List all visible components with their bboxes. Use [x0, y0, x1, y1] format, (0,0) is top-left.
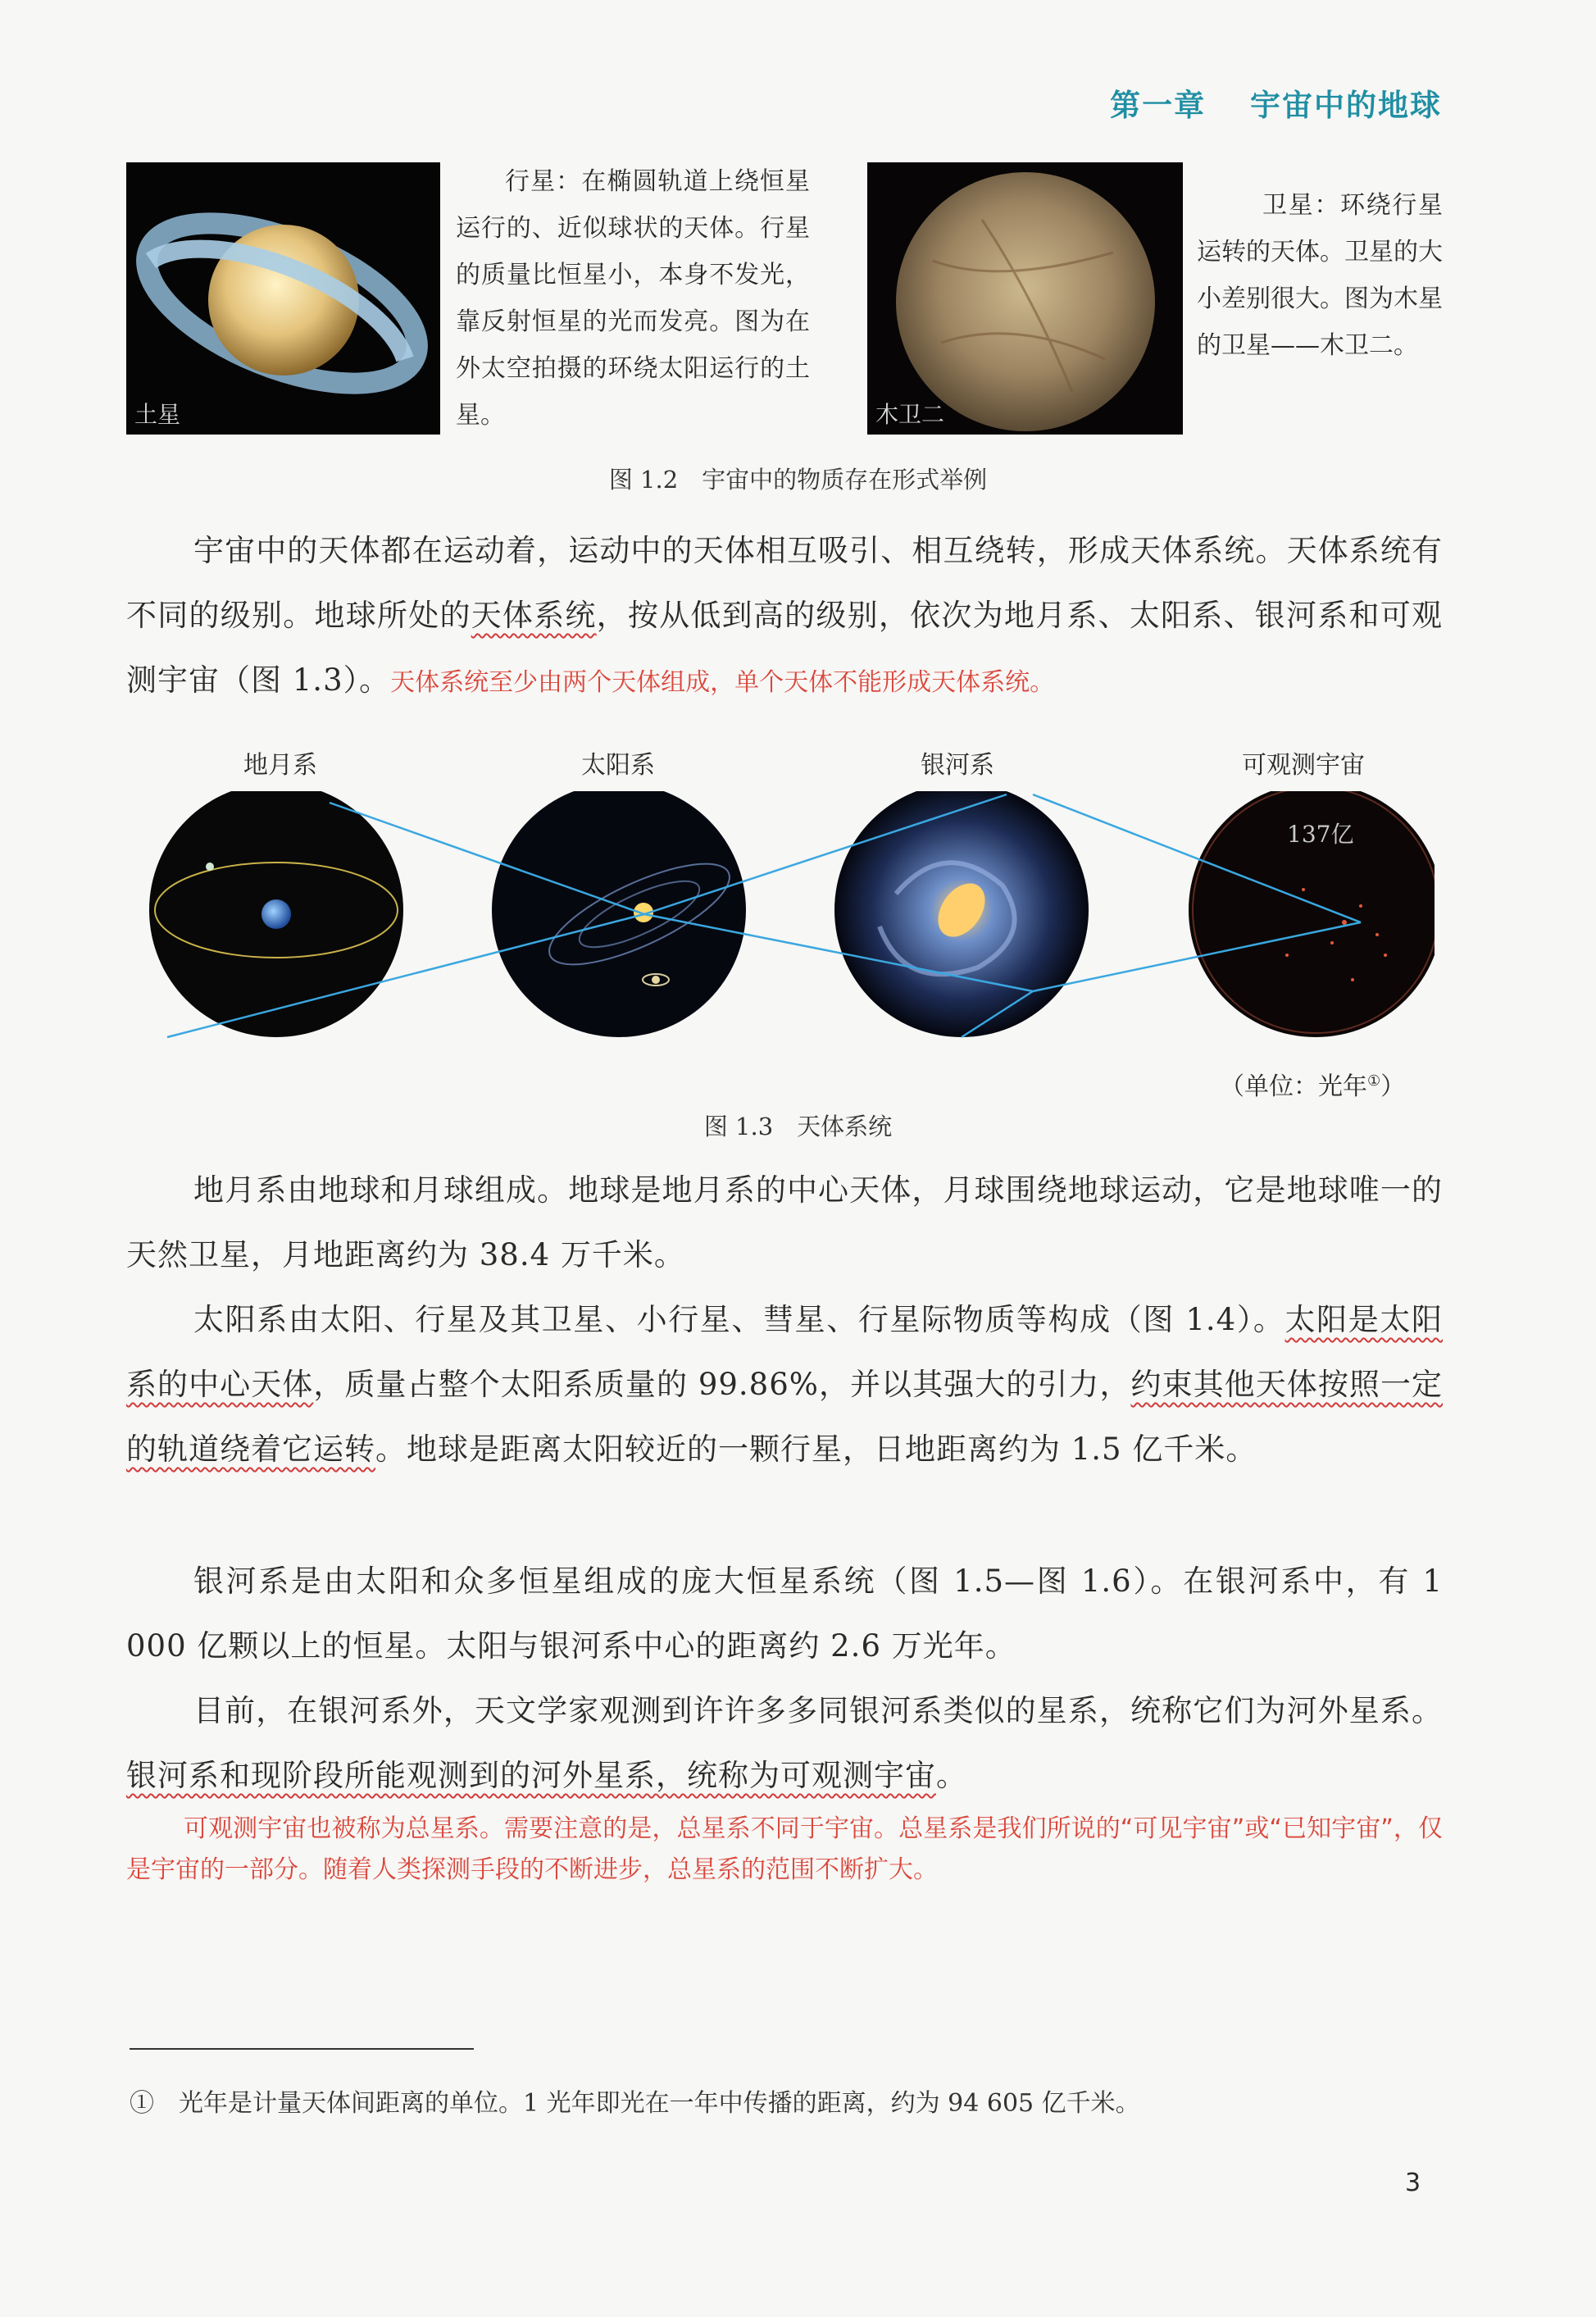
- footnote-text: 光年是计量天体间距离的单位。1 光年即光在一年中传播的距离，约为 94 605 亿千米。: [179, 2089, 1140, 2118]
- paragraph-1: 宇宙中的天体都在运动着，运动中的天体相互吸引、相互绕转，形成天体系统。天体系统有不同的级别。地球所处的天体系统，按从低到高的级别，依次为地月系、太阳系、银河系和可观测宇宙（图 1.3）。天体系统至少由两个天体组成，单个天体不能形成天体系统。: [126, 533, 1444, 698]
- milky-way-sphere: [834, 791, 1089, 1037]
- figure-1-2-caption: 图 1.2 宇宙中的物质存在形式举例: [608, 466, 988, 494]
- observable-universe-sphere: [1189, 791, 1435, 1037]
- chapter-title: 宇宙中的地球: [1250, 88, 1442, 123]
- underlined-phrase-1: 太阳是太阳系的中心天体: [126, 1302, 1443, 1402]
- earth-moon-sphere: [149, 791, 403, 1037]
- saturn-photo: [126, 162, 440, 435]
- europa-label: 木卫二: [875, 401, 945, 428]
- unit-note: （单位：光年①）: [1220, 1072, 1406, 1101]
- chapter-number: 第一章: [1110, 88, 1207, 123]
- paragraph-4: 银河系是由太阳和众多恒星组成的庞大恒星系统（图 1.5—图 1.6）。在银河系中，有 1 000 亿颗以上的恒星。太阳与银河系中心的距离约 2.6 万光年。: [126, 1564, 1443, 1664]
- planet-description: 行星：在椭圆轨道上绕恒星运行的、近似球状的天体。行星的质量比恒星小，本身不发光，靠反射恒星的光而发亮。图为在外太空拍摄的环绕太阳运行的土星。: [456, 167, 810, 430]
- page-number: 3: [1405, 2169, 1421, 2197]
- milky-way-label: 银河系: [921, 751, 994, 780]
- annotation-2: 可观测宇宙也被称为总星系。需要注意的是，总星系不同于宇宙。总星系是我们所说的“可见宇宙”或“已知宇宙”，仅是宇宙的一部分。随着人类探测手段的不断进步，总星系的范围不断扩大。: [126, 1814, 1443, 1884]
- footnote: [130, 2083, 1140, 2119]
- observable-universe-label: 可观测宇宙: [1242, 751, 1365, 780]
- annotation-1: 天体系统至少由两个天体组成，单个天体不能形成天体系统。: [390, 668, 1055, 697]
- paragraph-2: 地月系由地球和月球组成。地球是地月系的中心天体，月球围绕地球运动，它是地球唯一的天然卫星，月地距离约为 38.4 万千米。: [126, 1172, 1443, 1272]
- figure-1-3-caption: 图 1.3 天体系统: [703, 1113, 893, 1140]
- underlined-phrase-2: 约束其他天体按照一定的轨道绕着它运转: [126, 1367, 1444, 1467]
- solar-system-label: 太阳系: [581, 751, 655, 780]
- solar-system-sphere: [492, 791, 746, 1037]
- saturn-label: 土星: [134, 401, 181, 428]
- europa-photo: [867, 162, 1183, 435]
- footnote-marker: ①: [1367, 1072, 1381, 1090]
- celestial-systems-diagram: [139, 791, 1435, 1054]
- paragraph-3: 太阳系由太阳、行星及其卫星、小行星、彗星、行星际物质等构成（图 1.4）。太阳是太阳系的中心天体，质量占整个太阳系质量的 99.86%，并以其强大的引力，约束其他天体按照一定的轨道绕着它运转。地球是距离太阳较近的一颗行星，日地距离约为 1.5 亿千米。: [126, 1302, 1444, 1467]
- underlined-term: 天体系统: [471, 598, 597, 633]
- universe-size-label: 137亿: [1287, 821, 1354, 848]
- footnote-number: ①: [130, 2089, 154, 2118]
- chapter-header: [1110, 80, 1442, 125]
- satellite-description: 卫星：环绕行星运转的天体。卫星的大小差别很大。图为木星的卫星——木卫二。: [1197, 191, 1443, 360]
- footnote-divider: [130, 2048, 474, 2050]
- paragraph-5: 目前，在银河系外，天文学家观测到许许多多同银河系类似的星系，统称它们为河外星系。银河系和现阶段所能观测到的河外星系，统称为可观测宇宙。: [126, 1693, 1443, 1793]
- underlined-phrase-3: 银河系和现阶段所能观测到的河外星系，统称为可观测宇宙: [126, 1758, 936, 1793]
- earth-moon-system-label: 地月系: [243, 751, 317, 780]
